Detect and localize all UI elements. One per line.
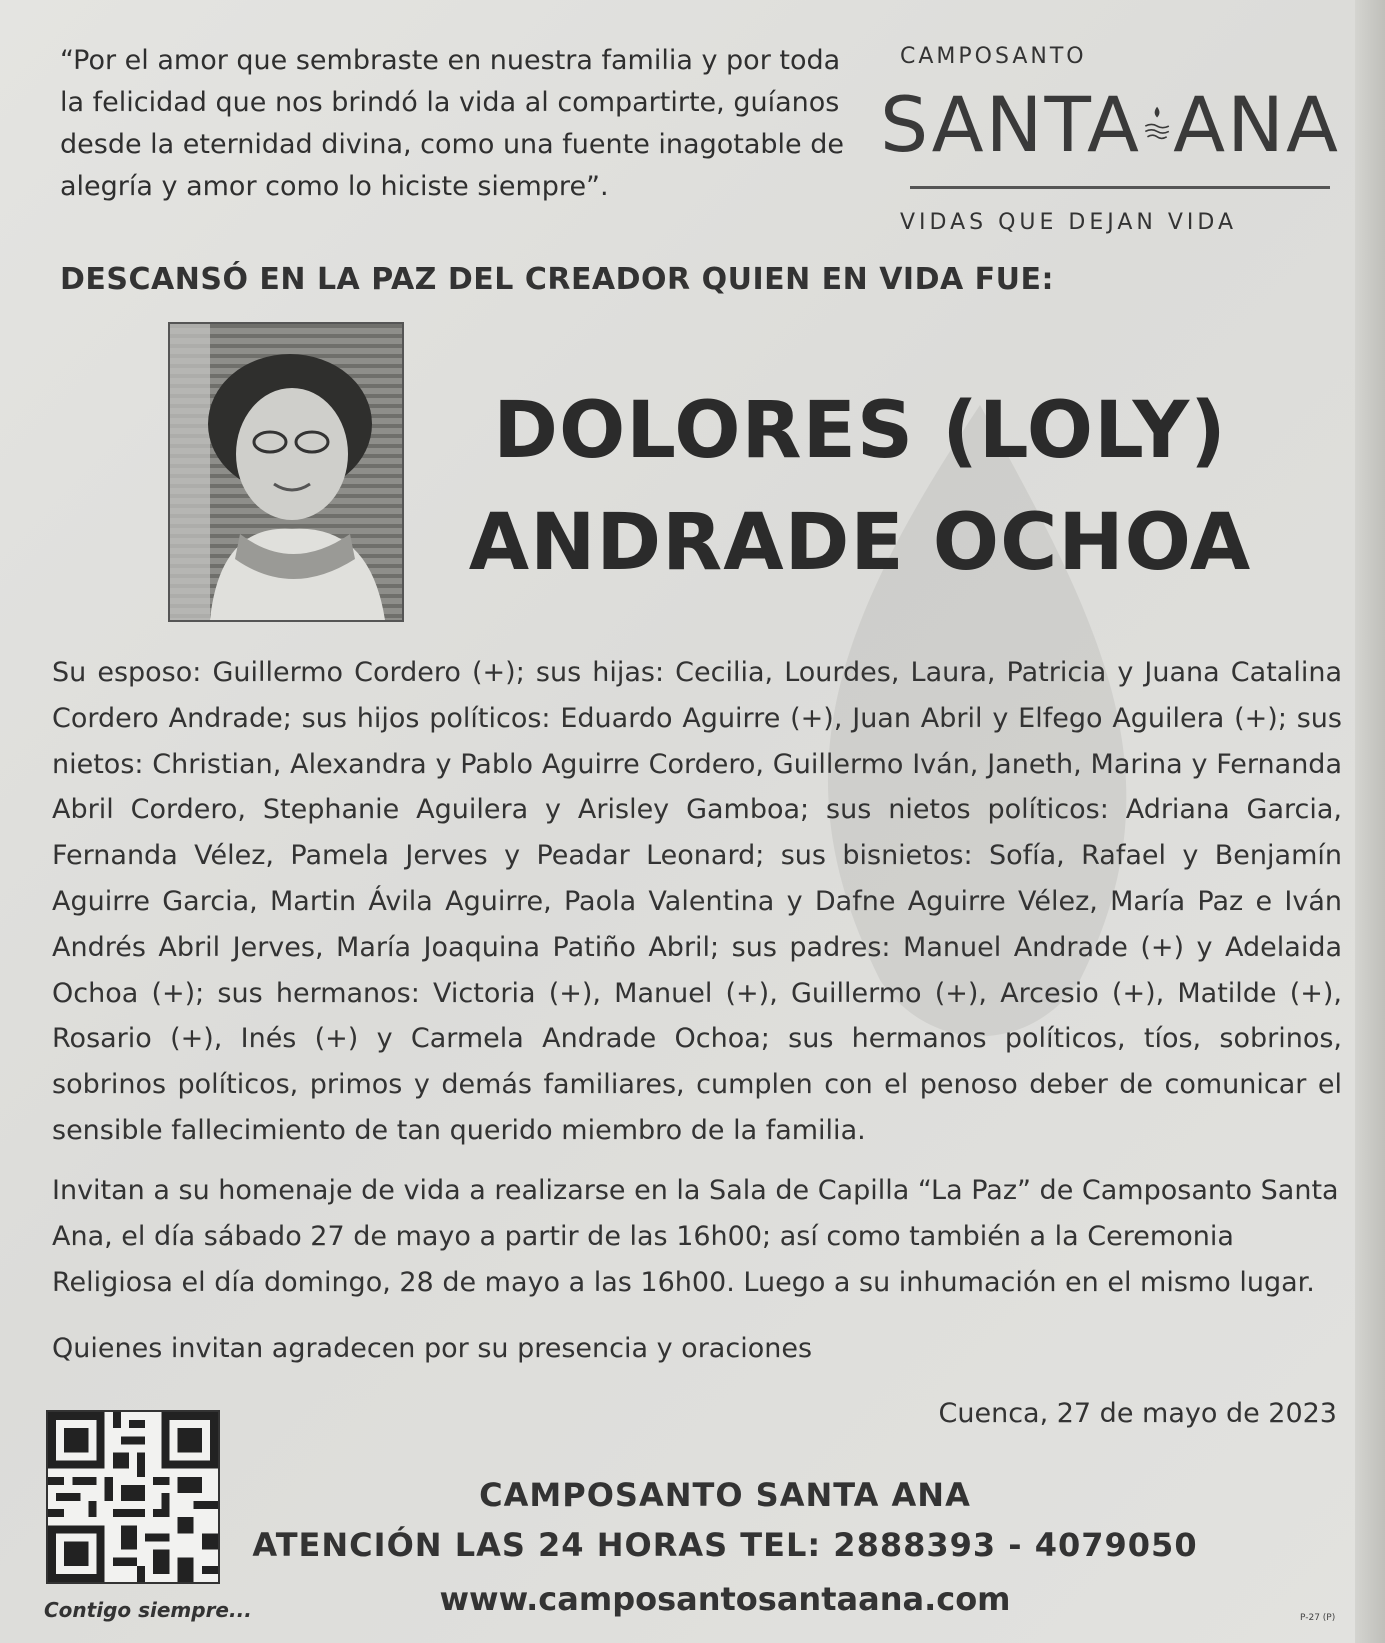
deceased-name-line1: DOLORES (LOLY) [493,386,1227,476]
paper-edge [1355,0,1385,1643]
footer-website[interactable]: www.camposantosantaana.com [439,1580,1011,1618]
logo-name-right: ANA [1173,80,1340,169]
logo-name [880,80,1340,169]
footer-phone: ATENCIÓN LAS 24 HORAS TEL: 2888393 - 4079050 [252,1526,1198,1564]
logo-name-left: SANTA [880,80,1142,169]
qr-code[interactable] [46,1410,220,1584]
logo-camposanto-text: CAMPOSANTO [900,44,1087,69]
invitation-paragraph: Invitan a su homenaje de vida a realizarse en la Sala de Capilla “La Paz” de Camposanto Santa Ana, el día sábado 27 de mayo a partir de las 16h00; así como también a la Ceremonia Religiosa el día domingo, 28 de mayo a las 16h00. Luego a su inhumación en el mismo lugar. [52,1175,1339,1298]
family-paragraph: Su esposo: Guillermo Cordero (+); sus hijas: Cecilia, Lourdes, Laura, Patricia y Juana Catalina Cordero Andrade; sus hijos políticos: Eduardo Aguirre (+), Juan Abril y Elfego Aguilera (+); sus nietos: Christian, Alexandra y Pablo Aguirre Cordero, Guillermo Iván, Janeth, Marina y Fernanda Abril Cordero, Stephanie Aguilera y Arisley Gamboa; sus nietos políticos: Adriana Garcia, Fernanda Vélez, Pamela Jerves y Peadar Leonard; sus bisnietos: Sofía, Rafael y Benjamín Aguirre Garcia, Martin Ávila Aguirre, Paola Valentina y Dafne Aguirre Vélez, María Paz e Iván Andrés Abril Jerves, María Joaquina Patiño Abril; sus padres: Manuel Andrade (+) y Adelaida Ochoa (+); sus hermanos: Victoria (+), Manuel (+), Guillermo (+), Arcesio (+), Matilde (+), Rosario (+), Inés (+) y Carmela Andrade Ochoa; sus hermanos políticos, tíos, sobrinos, sobrinos políticos, primos y demás familiares, cumplen con el penoso deber de comunicar el sensible fallecimiento de tan querido miembro de la familia. [52,657,1342,1146]
thanks-paragraph: Quienes invitan agradecen por su presencia y oraciones [52,1333,813,1364]
intro-heading: DESCANSÓ EN LA PAZ DEL CREADOR QUIEN EN VIDA FUE: [60,262,1055,297]
logo-tagline: VIDAS QUE DEJAN VIDA [900,210,1237,235]
memorial-quote: “Por el amor que sembraste en nuestra familia y por toda la felicidad que nos brindó la vida al compartirte, guíanos desde la eternidad divina, como una fuente inagotable de alegría y amor como lo hiciste siempre”. [60,45,844,202]
santa-ana-logo [880,40,1340,250]
slogan: Contigo siempre... [44,1598,252,1622]
deceased-name [420,375,1300,599]
ad-code: P-27 (P) [1300,1613,1336,1623]
footer-org: CAMPOSANTO SANTA ANA [479,1476,971,1514]
deceased-portrait [168,322,404,622]
flame-waves-icon [1141,85,1173,165]
portrait-illustration [170,324,402,620]
qr-code-icon [48,1412,218,1582]
deceased-name-line2: ANDRADE OCHOA [468,498,1252,588]
logo-divider [910,186,1330,189]
date-line: Cuenca, 27 de mayo de 2023 [938,1398,1337,1429]
